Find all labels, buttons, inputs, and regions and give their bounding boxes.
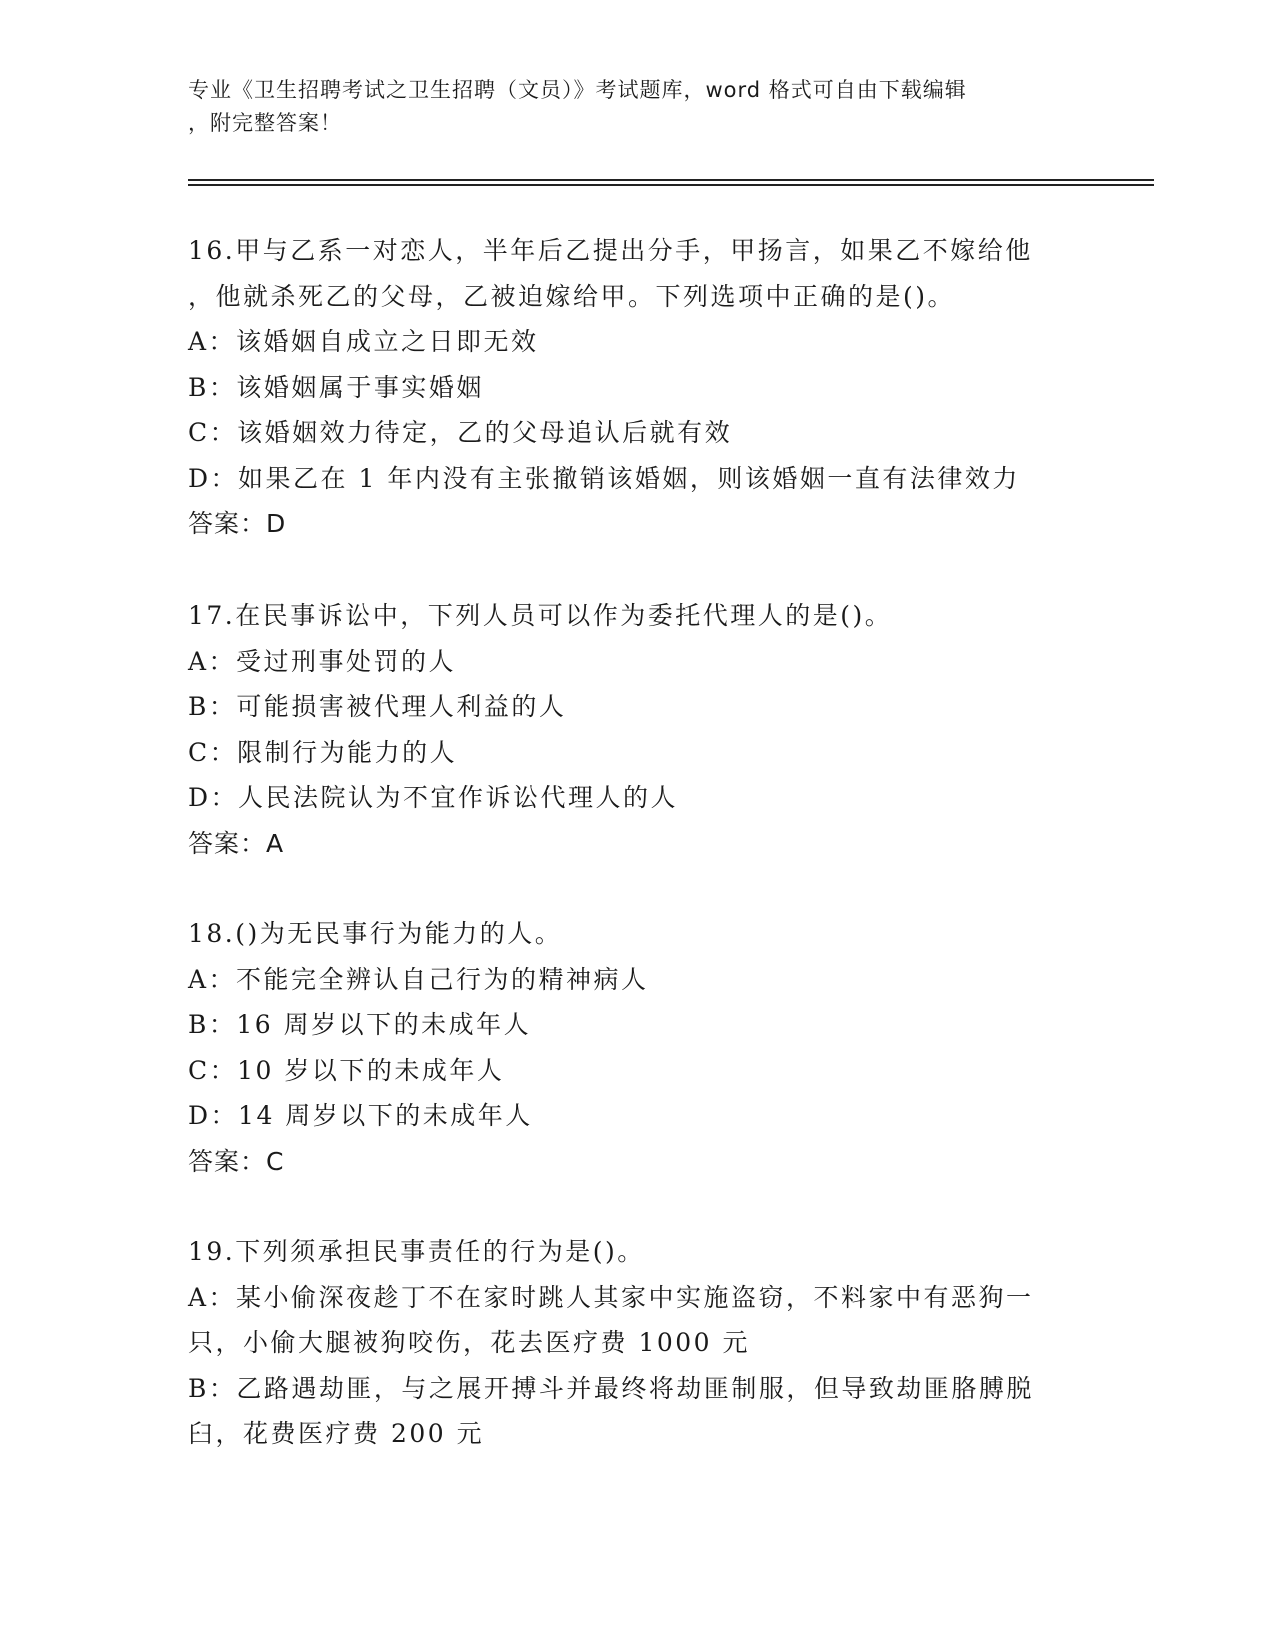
header-rule-bottom	[188, 184, 1154, 186]
option-a: A：该婚姻自成立之日即无效	[188, 327, 539, 356]
option-d: D：人民法院认为不宜作诉讼代理人的人	[188, 783, 679, 812]
document-header	[188, 74, 1058, 140]
option-a: A：不能完全辨认自己行为的精神病人	[188, 964, 649, 994]
option-b-continued: 臼，花费医疗费 200 元	[188, 1419, 485, 1448]
question-17	[188, 593, 1088, 866]
header-line-2: ，附完整答案！	[188, 111, 342, 135]
option-a-continued: 只，小偷大腿被狗咬伤，花去医疗费 1000 元	[188, 1328, 751, 1357]
answer-label: 答案：C	[188, 1146, 285, 1176]
question-stem: 17.在民事诉讼中，下列人员可以作为委托代理人的是()。	[188, 601, 893, 630]
option-a: A：受过刑事处罚的人	[188, 646, 457, 676]
answer-label: 答案：A	[188, 828, 285, 858]
option-a: A：某小偷深夜趁丁不在家时跳人其家中实施盗窃，不料家中有恶狗一	[188, 1282, 1034, 1312]
option-b: B：可能损害被代理人利益的人	[188, 692, 567, 721]
option-c: C：限制行为能力的人	[188, 737, 458, 767]
header-line-1: 专业《卫生招聘考试之卫生招聘（文员）》考试题库，word 格式可自由下载编辑	[188, 78, 967, 102]
question-stem: 19.下列须承担民事责任的行为是()。	[188, 1237, 645, 1266]
option-b: B：16 周岁以下的未成年人	[188, 1010, 532, 1039]
option-d: D：14 周岁以下的未成年人	[188, 1101, 533, 1130]
option-c: C：该婚姻效力待定，乙的父母追认后就有效	[188, 418, 733, 447]
answer-label: 答案：D	[188, 509, 287, 538]
option-b: B：乙路遇劫匪，与之展开搏斗并最终将劫匪制服，但导致劫匪胳膊脱	[188, 1373, 1034, 1403]
option-d: D：如果乙在 1 年内没有主张撤销该婚姻，则该婚姻一直有法律效力	[188, 463, 1020, 493]
question-19	[188, 1229, 1088, 1457]
question-stem: ，他就杀死乙的父母，乙被迫嫁给甲。下列选项中正确的是()。	[188, 281, 956, 311]
question-stem: 16.甲与乙系一对恋人，半年后乙提出分手，甲扬言，如果乙不嫁给他	[188, 236, 1033, 265]
question-stem: 18.()为无民事行为能力的人。	[188, 919, 563, 948]
question-16	[188, 228, 1088, 547]
question-18	[188, 911, 1088, 1184]
header-rule-top	[188, 179, 1154, 181]
option-c: C：10 岁以下的未成年人	[188, 1055, 505, 1085]
option-b: B：该婚姻属于事实婚姻	[188, 372, 484, 402]
